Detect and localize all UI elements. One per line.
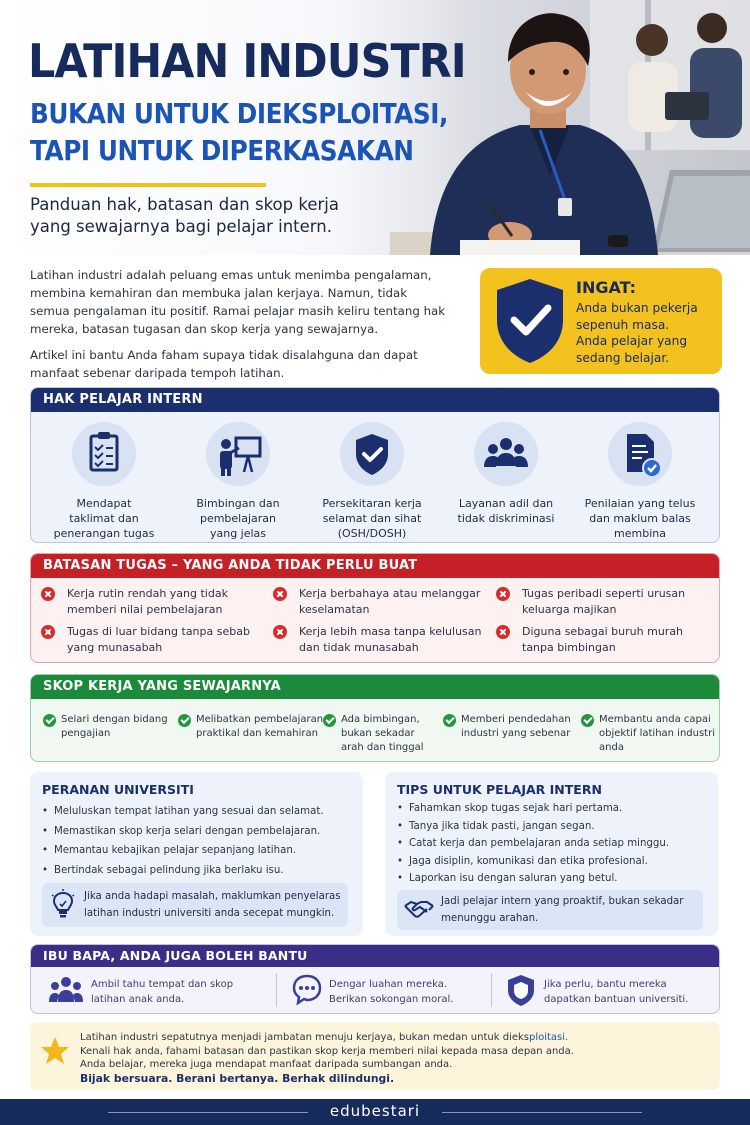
- label-line: (OSH/DOSH): [337, 527, 407, 540]
- icon-circle: [474, 422, 538, 486]
- list-item: • Jaga disiplin, komunikasi dan etika profesional.: [397, 853, 669, 871]
- university-note: [42, 883, 348, 927]
- note-line: latihan industri universiti anda secepat mungkin.: [84, 908, 335, 919]
- tagline-line-2: yang sewajarnya bagi pelajar intern.: [30, 217, 332, 236]
- check-icon: [443, 714, 456, 727]
- scope-line: Ada bimbingan,: [341, 714, 420, 725]
- conclusion-line-2: Kenali hak anda, fahami batasan dan pastikan skop kerja memberi nilai kepada masa depan anda.: [80, 1045, 574, 1057]
- icon-circle: [206, 422, 270, 486]
- rights-item-label: [573, 496, 707, 541]
- brand-logo: edubestari: [329, 1102, 421, 1120]
- limits-section-title: BATASAN TUGAS – YANG ANDA TIDAK PERLU BUAT: [31, 554, 719, 578]
- icon-circle: [340, 422, 404, 486]
- parents-section-title: IBU BAPA, ANDA JUGA BOLEH BANTU: [31, 945, 719, 967]
- check-icon: [43, 714, 56, 727]
- rights-item: [37, 422, 171, 541]
- limit-line: Diguna sebagai buruh murah: [522, 625, 684, 638]
- note-line: menunggu arahan.: [441, 913, 539, 924]
- reminder-line: Anda pelajar yang: [576, 334, 688, 348]
- university-note-text: [84, 888, 341, 922]
- list-item: • Fahamkan skop tugas sejak hari pertama.: [397, 800, 669, 818]
- footer: [0, 1099, 750, 1125]
- parents-line: Jika perlu, bantu mereka: [544, 979, 667, 990]
- page-title: LATIHAN INDUSTRI: [28, 34, 466, 88]
- title-underline: [30, 183, 266, 187]
- check-icon: [581, 714, 594, 727]
- scope-line: Selari dengan bidang: [61, 714, 168, 725]
- scope-line: pengajian: [61, 728, 111, 739]
- parents-line: dapatkan bantuan universiti.: [544, 994, 689, 1005]
- check-icon: [323, 714, 336, 727]
- tagline-line-1: Panduan hak, batasan dan skop kerja: [30, 195, 339, 214]
- rights-item: [439, 422, 573, 526]
- parents-section: [30, 944, 720, 1014]
- scope-line: industri yang sebenar: [461, 728, 571, 739]
- parents-line: latihan anak anda.: [91, 994, 185, 1005]
- scope-line: Melibatkan pembelajaran: [196, 714, 324, 725]
- parents-item: [91, 977, 233, 1007]
- parents-line: Dengar luahan mereka.: [329, 979, 448, 990]
- parents-item: [329, 977, 453, 1007]
- conclusion-text-part: ploitasi.: [528, 1032, 569, 1043]
- hero-banner: [0, 0, 750, 255]
- scope-line: arah dan tinggal: [341, 742, 424, 753]
- scope-item: [178, 713, 323, 741]
- list-item: • Catat kerja dan pembelajaran anda setiap minggu.: [397, 835, 669, 853]
- conclusion-slogan: Bijak bersuara. Berani bertanya. Berhak dilindungi.: [80, 1071, 395, 1085]
- list-item: • Memastikan skop kerja selari dengan pembelajaran.: [42, 822, 324, 842]
- label-line: Mendapat: [76, 497, 132, 510]
- chat-bubble-icon: [291, 973, 323, 1005]
- limit-line: tanpa bimbingan: [522, 641, 616, 654]
- reminder-text: [576, 300, 716, 366]
- limit-line: Kerja rutin rendah yang tidak: [67, 587, 228, 600]
- rights-item-label: [439, 496, 573, 526]
- scope-line: Membantu anda capai: [599, 714, 711, 725]
- label-line: yang jelas: [209, 527, 267, 540]
- scope-item: [43, 713, 168, 741]
- scope-item: [323, 713, 424, 755]
- cross-icon: [496, 587, 510, 601]
- subtitle-line-1: BUKAN UNTUK DIEKSPLOITASI,: [30, 98, 449, 130]
- document-check-icon: [608, 422, 672, 486]
- shield-check-icon: [494, 276, 566, 366]
- rights-item-label: [305, 496, 439, 541]
- intro-paragraph-2: Artikel ini bantu Anda faham supaya tidak disalahguna dan dapat manfaat sebenar daripada tempoh latihan.: [30, 348, 418, 380]
- subtitle-line-2: TAPI UNTUK DIPERKASAKAN: [30, 135, 414, 167]
- tips-note-text: [441, 893, 684, 927]
- conclusion-text: [80, 1031, 710, 1086]
- conclusion-line-4: [80, 1072, 710, 1087]
- limit-line: Kerja lebih masa tanpa kelulusan: [299, 625, 482, 638]
- limit-item: [496, 624, 706, 656]
- reminder-callout: [480, 268, 722, 374]
- tips-note: [397, 890, 703, 930]
- limit-line: Tugas di luar bidang tanpa sebab: [67, 625, 250, 638]
- icon-circle: [72, 422, 136, 486]
- label-line: membina: [614, 527, 666, 540]
- tips-title: TIPS UNTUK PELAJAR INTERN: [397, 782, 602, 797]
- limit-item: [496, 586, 706, 618]
- family-icon: [49, 974, 83, 1006]
- intro-paragraph-1: Latihan industri adalah peluang emas untuk menimba pengalaman, membina kemahiran dan membuka jalan kerjaya. Namun, tidak semua pengalaman itu positif. Ramai pelajar masih keliru tentang hak mereka, batasan tugasan dan skop kerja yang sewajarnya.: [30, 268, 446, 336]
- label-line: penerangan tugas: [53, 527, 155, 540]
- rights-section: [30, 387, 720, 543]
- note-line: Jika anda hadapi masalah, maklumkan penyelaras: [84, 891, 341, 902]
- label-line: pembelajaran: [199, 512, 277, 525]
- cross-icon: [273, 625, 287, 639]
- tips-panel: [385, 772, 718, 936]
- limit-line: Tugas peribadi seperti urusan: [522, 587, 686, 600]
- rights-item: [305, 422, 439, 541]
- conclusion-text-part: Latihan industri sepatutnya menjadi jambatan menuju kerjaya, bukan medan untuk dieks: [80, 1032, 529, 1043]
- rights-section-title: HAK PELAJAR INTERN: [31, 388, 719, 412]
- limits-section: [30, 553, 720, 663]
- label-line: Bimbingan dan: [196, 497, 280, 510]
- conclusion-line-3: Anda belajar, mereka juga mendapat manfaat daripada sumbangan anda.: [80, 1059, 453, 1071]
- list-item: • Memantau kebajikan pelajar sepanjang latihan.: [42, 841, 324, 861]
- conclusion-box: [30, 1022, 720, 1090]
- list-item: • Bertindak sebagai pelindung jika berlaku isu.: [42, 861, 324, 881]
- shield-check-icon: [340, 422, 404, 486]
- parents-item: [544, 977, 688, 1007]
- people-group-icon: [474, 422, 538, 486]
- label-line: selamat dan sihat: [322, 512, 422, 525]
- list-item: • Tanya jika tidak pasti, jangan segan.: [397, 818, 669, 836]
- parents-line: Berikan sokongan moral.: [329, 994, 454, 1005]
- label-line: dan maklum balas: [589, 512, 691, 525]
- tagline: [30, 194, 390, 238]
- label-line: Penilaian yang telus: [584, 497, 696, 510]
- limit-line: yang munasabah: [67, 641, 163, 654]
- scope-line: bukan sekadar: [341, 728, 415, 739]
- rights-item: [171, 422, 305, 541]
- rights-item: [573, 422, 707, 541]
- reminder-line: sepenuh masa.: [576, 317, 670, 332]
- scope-line: anda: [599, 742, 624, 753]
- cross-icon: [41, 587, 55, 601]
- rights-item-label: [37, 496, 171, 541]
- page-subtitle: [30, 96, 448, 170]
- university-role-panel: [30, 772, 363, 936]
- scope-item: [581, 713, 715, 755]
- limit-line: keselamatan: [299, 603, 370, 616]
- divider: [491, 973, 492, 1007]
- limit-item: [41, 624, 251, 656]
- limit-item: [273, 624, 483, 656]
- divider: [276, 973, 277, 1007]
- university-role-list: [42, 802, 324, 880]
- limit-line: Kerja berbahaya atau melanggar: [299, 587, 481, 600]
- scope-line: Memberi pendedahan: [461, 714, 571, 725]
- label-line: Layanan adil dan: [458, 497, 554, 510]
- handshake-icon: [403, 898, 435, 922]
- university-role-title: PERANAN UNIVERSITI: [42, 782, 194, 797]
- limit-item: [273, 586, 483, 618]
- limit-line: keluarga majikan: [522, 603, 617, 616]
- tips-list: [397, 800, 669, 888]
- conclusion-line-1: [80, 1031, 710, 1045]
- star-icon: [40, 1036, 70, 1066]
- note-line: Jadi pelajar intern yang proaktif, bukan sekadar: [441, 896, 684, 907]
- rights-item-label: [171, 496, 305, 541]
- limit-line: dan tidak munasabah: [299, 641, 419, 654]
- parents-line: Ambil tahu tempat dan skop: [91, 979, 234, 990]
- cross-icon: [273, 587, 287, 601]
- scope-line: objektif latihan industri: [599, 728, 715, 739]
- label-line: Persekitaran kerja: [322, 497, 422, 510]
- reminder-title: INGAT:: [576, 278, 637, 297]
- reminder-line: sedang belajar.: [576, 350, 670, 365]
- reminder-line: Anda bukan pekerja: [576, 301, 698, 315]
- lightbulb-icon: [50, 889, 76, 921]
- mentor-board-icon: [206, 422, 270, 486]
- limit-line: memberi nilai pembelajaran: [67, 603, 223, 616]
- list-item: • Laporkan isu dengan saluran yang betul.: [397, 870, 669, 888]
- scope-section: [30, 674, 720, 762]
- cross-icon: [41, 625, 55, 639]
- list-item: • Meluluskan tempat latihan yang sesuai dan selamat.: [42, 802, 324, 822]
- label-line: taklimat dan: [69, 512, 139, 525]
- check-icon: [178, 714, 191, 727]
- scope-section-title: SKOP KERJA YANG SEWAJARNYA: [31, 675, 719, 699]
- intro-text: [30, 266, 450, 390]
- shield-icon: [506, 973, 536, 1007]
- limit-item: [41, 586, 251, 618]
- label-line: tidak diskriminasi: [457, 512, 555, 525]
- scope-item: [443, 713, 571, 741]
- icon-circle: [608, 422, 672, 486]
- clipboard-icon: [72, 422, 136, 486]
- cross-icon: [496, 625, 510, 639]
- scope-line: praktikal dan kemahiran: [196, 728, 318, 739]
